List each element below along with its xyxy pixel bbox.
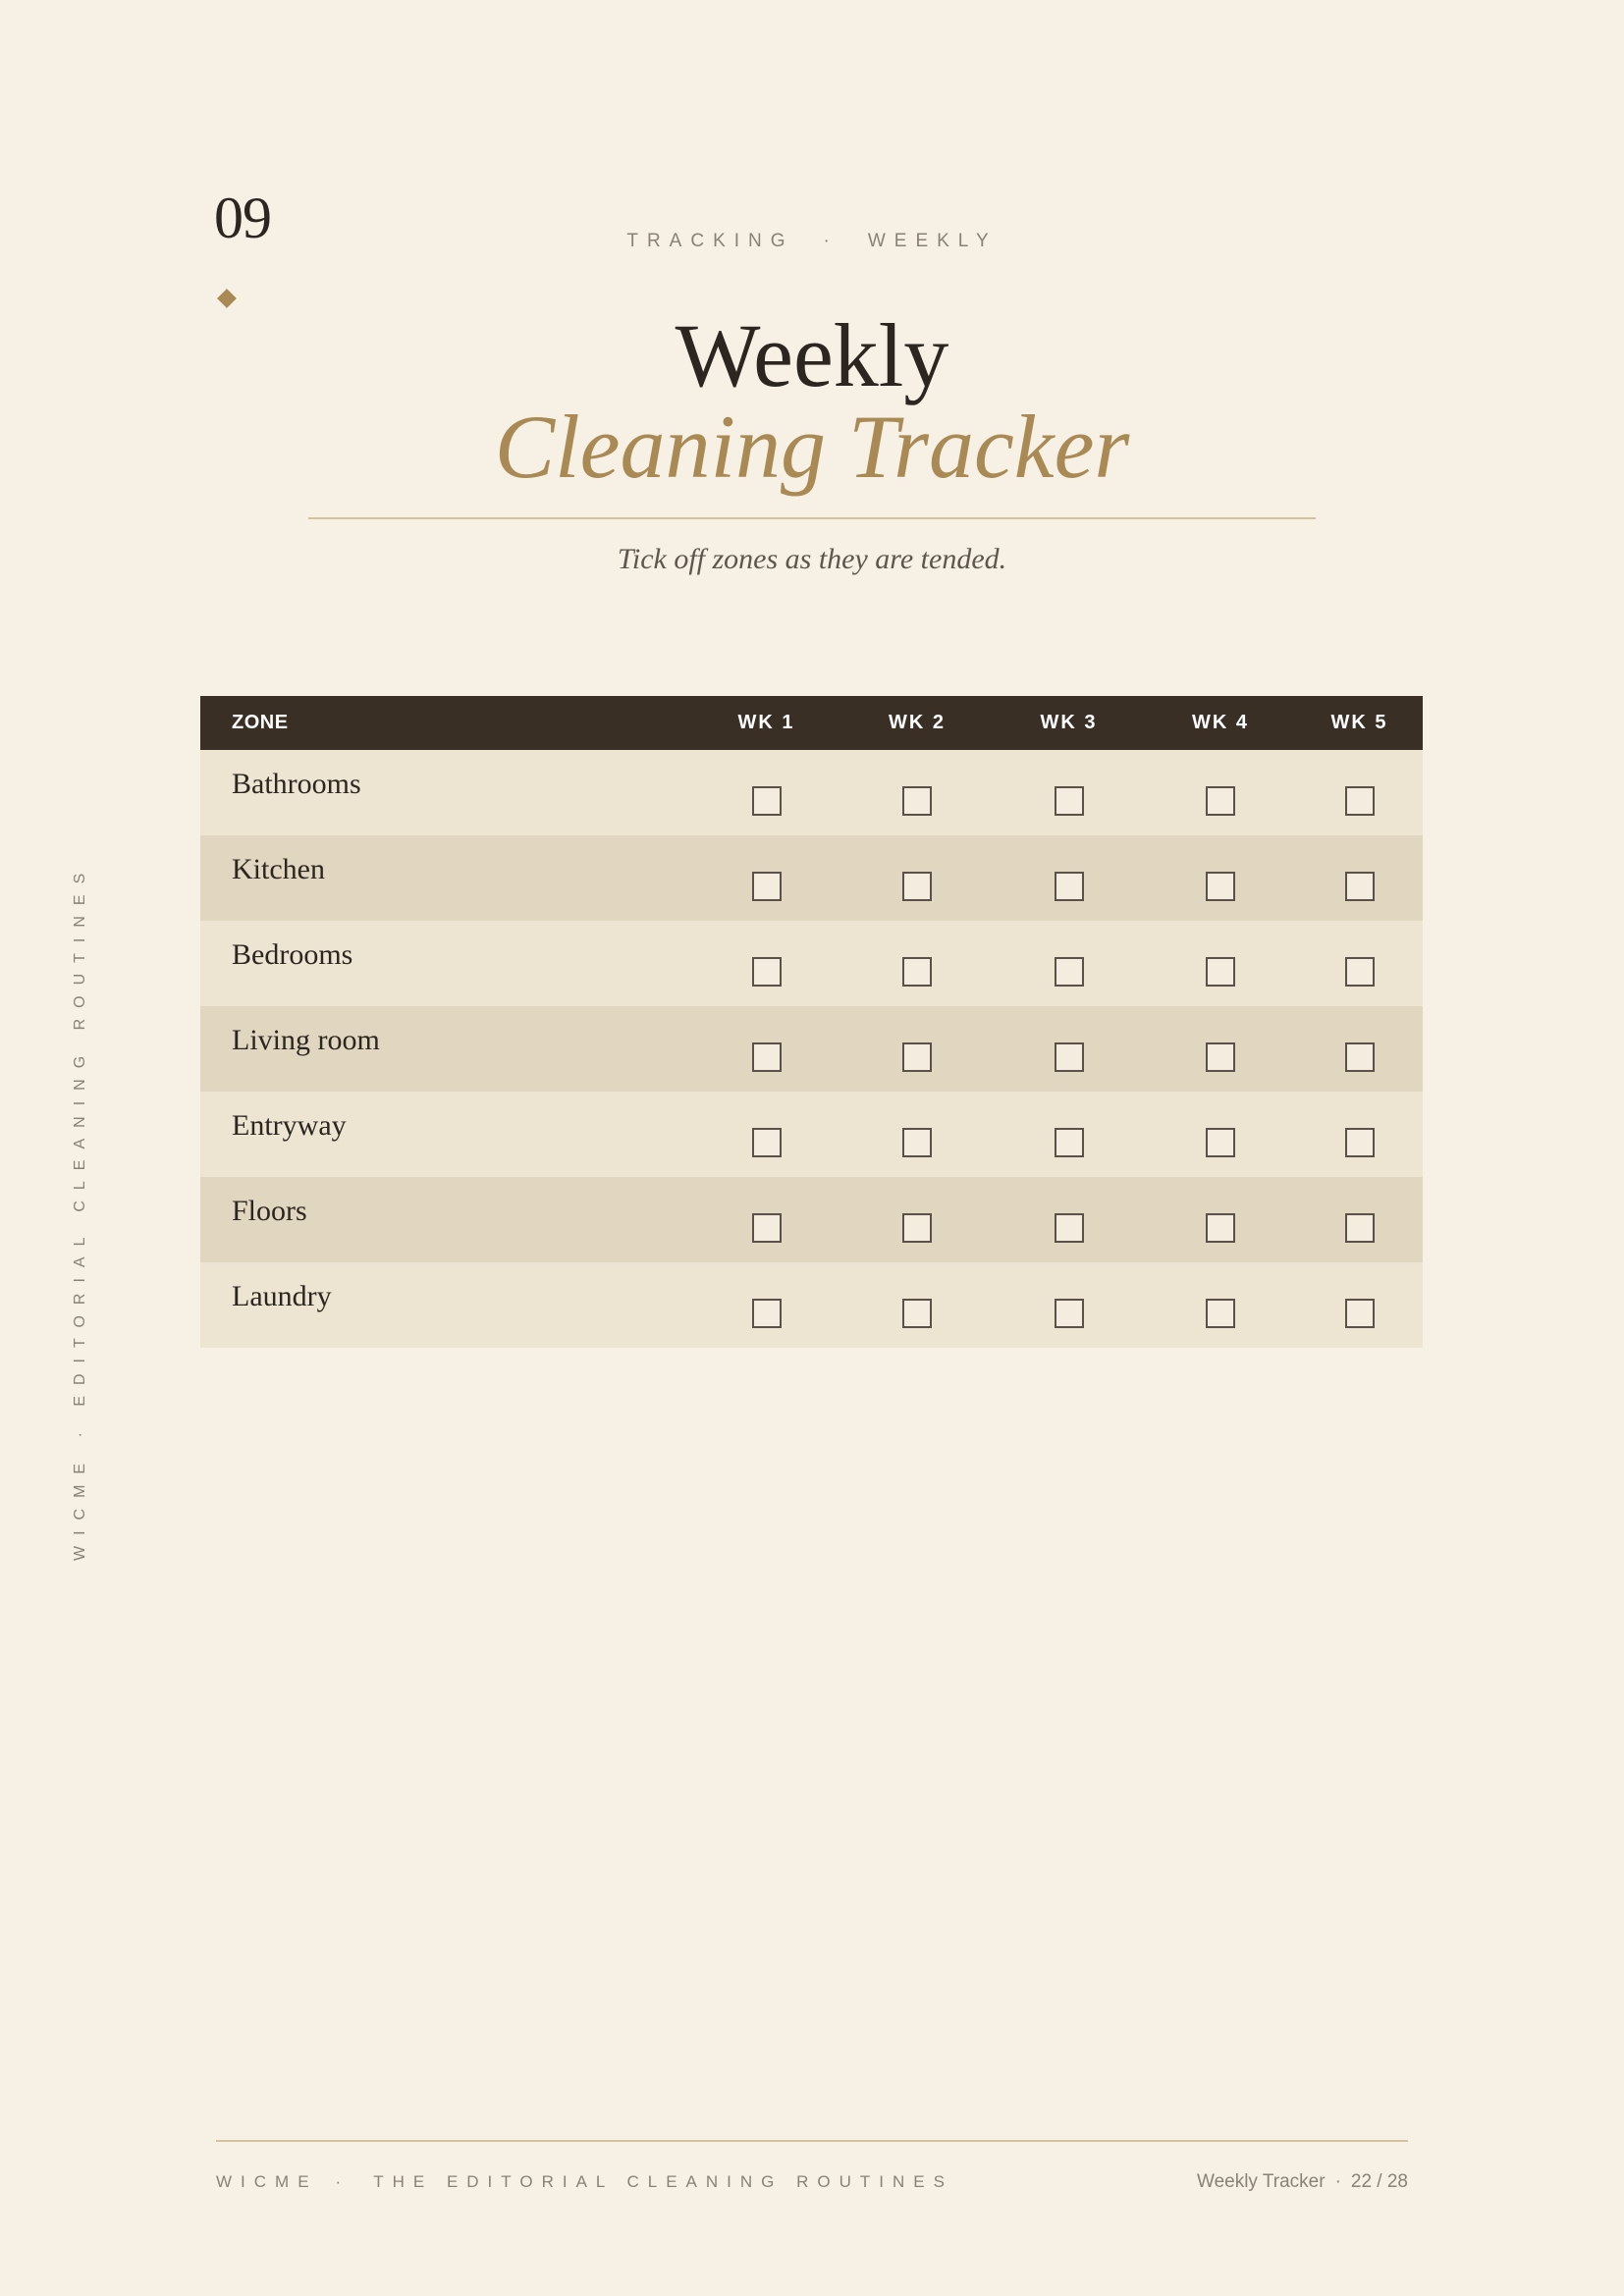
table-row xyxy=(200,750,1423,835)
checkbox-laundry-wk4[interactable] xyxy=(1206,1299,1235,1328)
footer-publication-title: THE EDITORIAL CLEANING ROUTINES xyxy=(373,2172,953,2191)
checkbox-entryway-wk1[interactable] xyxy=(752,1128,782,1157)
checkbox-entryway-wk2[interactable] xyxy=(902,1128,932,1157)
page-number: 09 xyxy=(214,186,271,250)
checkbox-kitchen-wk1[interactable] xyxy=(752,872,782,901)
column-header-wk1: WK 1 xyxy=(737,712,795,733)
checkbox-bedrooms-wk2[interactable] xyxy=(902,957,932,987)
checkbox-living-room-wk1[interactable] xyxy=(752,1042,782,1072)
checkbox-entryway-wk5[interactable] xyxy=(1345,1128,1375,1157)
checkbox-floors-wk4[interactable] xyxy=(1206,1213,1235,1243)
zone-label: Floors xyxy=(232,1195,307,1227)
table-row xyxy=(200,835,1423,921)
table-row xyxy=(200,1177,1423,1262)
checkbox-bathrooms-wk4[interactable] xyxy=(1206,786,1235,816)
zone-label: Living room xyxy=(232,1024,380,1056)
footer-page-info xyxy=(1197,2171,1408,2193)
checkbox-kitchen-wk4[interactable] xyxy=(1206,872,1235,901)
checkbox-bathrooms-wk3[interactable] xyxy=(1055,786,1084,816)
page-title-accent: Cleaning Tracker xyxy=(494,397,1130,497)
column-header-wk2: WK 2 xyxy=(889,712,946,733)
checkbox-entryway-wk3[interactable] xyxy=(1055,1128,1084,1157)
checkbox-living-room-wk5[interactable] xyxy=(1345,1042,1375,1072)
checkbox-bathrooms-wk1[interactable] xyxy=(752,786,782,816)
page-title: Weekly xyxy=(675,305,949,405)
kicker-weekly: WEEKLY xyxy=(867,231,998,251)
column-header-zone: ZONE xyxy=(232,712,289,733)
checkbox-bedrooms-wk3[interactable] xyxy=(1055,957,1084,987)
footer-page-number: 22 / 28 xyxy=(1350,2171,1408,2192)
table-header-row xyxy=(200,696,1423,750)
table-row xyxy=(200,1006,1423,1092)
column-header-wk3: WK 3 xyxy=(1040,712,1098,733)
checkbox-laundry-wk2[interactable] xyxy=(902,1299,932,1328)
kicker-tracking: TRACKING xyxy=(626,231,794,251)
checkbox-bedrooms-wk1[interactable] xyxy=(752,957,782,987)
checkbox-living-room-wk4[interactable] xyxy=(1206,1042,1235,1072)
zone-label: Laundry xyxy=(232,1280,332,1312)
zone-label: Kitchen xyxy=(232,853,325,885)
footer-section: Weekly Tracker xyxy=(1196,2171,1326,2192)
checkbox-floors-wk3[interactable] xyxy=(1055,1213,1084,1243)
checkbox-living-room-wk2[interactable] xyxy=(902,1042,932,1072)
page-subtitle: Tick off zones as they are tended. xyxy=(617,543,1007,575)
footer-divider xyxy=(216,2140,1408,2142)
section-kicker xyxy=(0,231,1624,252)
table-row xyxy=(200,921,1423,1006)
checkbox-floors-wk5[interactable] xyxy=(1345,1213,1375,1243)
footer-brand: WICME xyxy=(216,2172,318,2191)
checkbox-kitchen-wk2[interactable] xyxy=(902,872,932,901)
title-divider xyxy=(308,517,1316,519)
column-header-wk4: WK 4 xyxy=(1192,712,1249,733)
kicker-separator: · xyxy=(823,231,839,251)
table-row xyxy=(200,1092,1423,1177)
checkbox-bathrooms-wk2[interactable] xyxy=(902,786,932,816)
zone-label: Bedrooms xyxy=(232,938,353,971)
cleaning-tracker-table xyxy=(200,696,1423,1348)
checkbox-kitchen-wk5[interactable] xyxy=(1345,872,1375,901)
checkbox-bathrooms-wk5[interactable] xyxy=(1345,786,1375,816)
checkbox-laundry-wk3[interactable] xyxy=(1055,1299,1084,1328)
footer-separator: · xyxy=(335,2172,351,2191)
zone-label: Entryway xyxy=(232,1109,347,1142)
checkbox-entryway-wk4[interactable] xyxy=(1206,1128,1235,1157)
checkbox-kitchen-wk3[interactable] xyxy=(1055,872,1084,901)
checkbox-laundry-wk1[interactable] xyxy=(752,1299,782,1328)
table-row xyxy=(200,1262,1423,1348)
checkbox-living-room-wk3[interactable] xyxy=(1055,1042,1084,1072)
side-running-title: WICME · EDITORIAL CLEANING ROUTINES xyxy=(72,862,88,1561)
footer-publication xyxy=(216,2172,953,2192)
checkbox-bedrooms-wk4[interactable] xyxy=(1206,957,1235,987)
zone-label: Bathrooms xyxy=(232,768,361,800)
checkbox-bedrooms-wk5[interactable] xyxy=(1345,957,1375,987)
diamond-ornament-icon xyxy=(217,289,237,308)
footer-page-separator: · xyxy=(1334,2171,1341,2192)
column-header-wk5: WK 5 xyxy=(1330,712,1388,733)
checkbox-floors-wk1[interactable] xyxy=(752,1213,782,1243)
checkbox-floors-wk2[interactable] xyxy=(902,1213,932,1243)
checkbox-laundry-wk5[interactable] xyxy=(1345,1299,1375,1328)
